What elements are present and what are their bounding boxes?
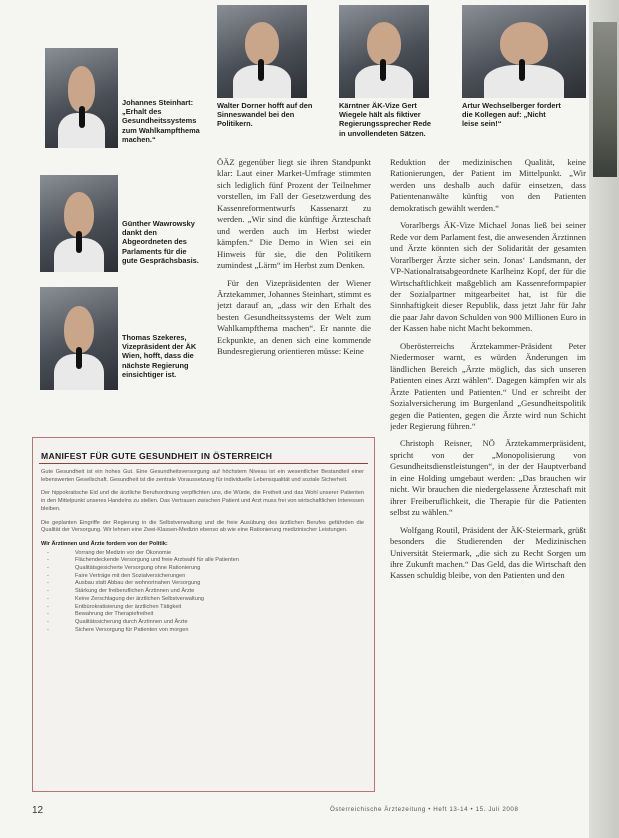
paragraph: Für den Vizepräsidenten der Wiener Ärztekammer, Johannes Steinhart, stimmt es jetzt darauf an, „dass wir den Erhalt des besten Gesundheitssystems der Welt zum Wahlkampfthema machen“. Er nannte die Eckpunkte, an denen sich eine kommende Bundesregierung orientieren müsse: Keine [217, 277, 371, 357]
demands-list [41, 550, 364, 635]
demand-item: - Bewahrung der Therapiefreiheit [75, 611, 364, 619]
caption-wechselberger: Artur Wechselberger fordert die Kollegen auf: „Nicht leise sein!“ [462, 101, 561, 129]
facing-page-photo [593, 22, 617, 177]
article-column-right [390, 157, 586, 787]
paragraph: Vorarlbergs ÄK-Vize Michael Jonas ließ bei seiner Rede vor dem Parlament fest, die anwesenden Ärztinnen und Ärzte könnten sich der Solidarität der gesamten Vorarlberger Ärzte sicher sein. Jonas‘ Landsmann, der VP-Nationalratsabgeordnete Karlheinz Kopf, der für die Wirtschaftlichkeit maßgeblich am Kassenreformpapier der Sozialpartner mitgearbeitet hat, ist für die Sinnhaftigkeit dieser Republik, dass jetzt Jahr für Jahr die paar Jahr davon Schulden von 900 Millionen Euro in der Kassen habe nicht Macht bekommen. [390, 220, 586, 334]
manifest-box [32, 437, 375, 792]
manifest-paragraph: Die geplanten Eingriffe der Regierung in die Selbstverwaltung und die freie Ausübung des ärztlichen Berufes gefährden die Qualität der Versorgung. Wir lehnen eine Zwei-Klassen-Medizin ebenso ab wie eine Rationierung medizinischer Leistungen. [41, 519, 364, 534]
photo-wawrowsky [40, 175, 118, 272]
demand-item: - Vorrang der Medizin vor der Ökonomie [75, 550, 364, 558]
caption-wiegele: Kärntner ÄK-Vize Gert Wiegele hält als fiktiver Regierungssprecher Rede in unvollendeten Sätzen. [339, 101, 432, 138]
demand-item: - Qualitätssicherung durch Ärztinnen und Ärzte [75, 619, 364, 627]
article-column-middle [217, 157, 371, 431]
caption-wawrowsky: Günther Wawrowsky dankt den Abgeordneten des Parlaments für die gute Gesprächsbasis. [122, 219, 199, 265]
photo-steinhart [45, 48, 118, 148]
photo-wiegele [339, 5, 429, 98]
divider [39, 463, 368, 464]
demand-item: - Entbürokratisierung der ärztlichen Tätigkeit [75, 604, 364, 612]
caption-steinhart: Johannes Steinhart: „Erhalt des Gesundheitssystems zum Wahlkampfthema machen.“ [122, 98, 200, 144]
demand-item: - Faire Verträge mit den Sozialversicherungen [75, 573, 364, 581]
paragraph: Wolfgang Routil, Präsident der ÄK-Steiermark, grüßt besonders die Studierenden der Medizinischen Universität Steiermark, „die sich zu Recht Sorgen um ihre Zukunft machen.“ Das Geld, das die Wirtschaft den Kassen schuldig bleibe, von den Patienten und den [390, 524, 586, 581]
demand-item: - Ausbau statt Abbau der wohnortnahen Versorgung [75, 580, 364, 588]
manifest-paragraph: Der hippokratische Eid und die ärztliche Berufsordnung verpflichten uns, die Würde, die Freiheit und das Wohl unserer Patienten in den Mittelpunkt unseres Handelns zu stellen. Das Vertrauen zwischen Patient und Arzt muss frei von wirtschaftlichen Interessen bleiben. [41, 490, 364, 512]
photo-dorner [217, 5, 307, 98]
paragraph: Reduktion der medizinischen Qualität, keine Rationierungen, der Patient im Mittelpunkt. „Wir werden uns deshalb auch dafür einsetzen, dass Patientenanwälte künftig von den Patienten demokratisch gewählt werden.“ [390, 157, 586, 213]
photo-szekeres [40, 287, 118, 390]
manifest-title: MANIFEST FÜR GUTE GESUNDHEIT IN ÖSTERREICH [41, 451, 273, 461]
caption-szekeres: Thomas Szekeres, Vizepräsident der ÄK Wien, hofft, dass die nächste Regierung einsichtiger ist. [122, 333, 197, 379]
demand-item: - Stärkung der freiberuflichen Ärztinnen und Ärzte [75, 588, 364, 596]
demand-item: - Flächendeckende Versorgung und freie Arztwahl für alle Patienten [75, 557, 364, 565]
publication-line: Österreichische Ärztezeitung • Heft 13-14 • 15. Juli 2008 [330, 806, 519, 813]
manifest-paragraph: Gute Gesundheit ist ein hohes Gut. Eine Gesundheitsversorgung auf höchstem Niveau ist ein wesentlicher Bestandteil einer lebenswerten Gesellschaft. Gesundheit ist die zentrale Voraussetzung für individuelle Lebensqualität und soziale Sicherheit. [41, 469, 364, 483]
caption-dorner: Walter Dorner hofft auf den Sinneswandel bei den Politikern. [217, 101, 313, 129]
demand-item: - Sichere Versorgung für Patienten von morgen [75, 627, 364, 635]
demands-heading: Wir Ärztinnen und Ärzte fordern von der Politik: [41, 540, 168, 547]
demand-item: - Keine Zerschlagung der ärztlichen Selbstverwaltung [75, 596, 364, 604]
paragraph: ÖÄZ gegenüber liegt sie ihren Standpunkt klar: Laut einer Market-Umfrage stimmten sich lediglich fünf Prozent der Teilnehmer vorstellen, im Fall der Gesetzwerdung des Kassenreformentwurfs Kassenarzt zu werden. „Wir sind die künftige Ärzteschaft und werden auch im Herbst wieder kämpfen.“ Die Demo in Wien sei ein Hinweis für sie, die den Politikern zumindest „Lärm“ im Herbst zum Denken. [217, 157, 371, 271]
paragraph: Christoph Reisner, NÖ Ärztekammerpräsident, spricht von der „Monopolisierung von Gesundheitsdienstleistungen“, in der der Hauptverband in eine Holding umgebaut werden: „Das brauchen wir nicht. Wir brauchen die niedergelassene Ärzteschaft mit ihrer Freiberuflichkeit, die Therapie für die Patienten selbst zu wählen.“ [390, 438, 586, 518]
photo-wechselberger [462, 5, 586, 98]
page-number: 12 [32, 805, 44, 816]
demand-item: - Qualitätsgesicherte Versorgung ohne Rationierung [75, 565, 364, 573]
paragraph: Oberösterreichs Ärztekammer-Präsident Peter Niedermoser warnt, es würden Änderungen im ländlichen Bereich „Ärzte möglich, das sich unseren Patienten eines Arzt wählen“. Dagegen kämpfen wir als Ärzte Patienten und Patienten.“ Und er schreibt der Sozialversicherung im Burgenland „Gesundheitspolitik gegen die Patienten, gegen die Ärzte wird nun Schicht jeder Regierung führen.“ [390, 340, 586, 431]
manifest-body [41, 469, 364, 634]
